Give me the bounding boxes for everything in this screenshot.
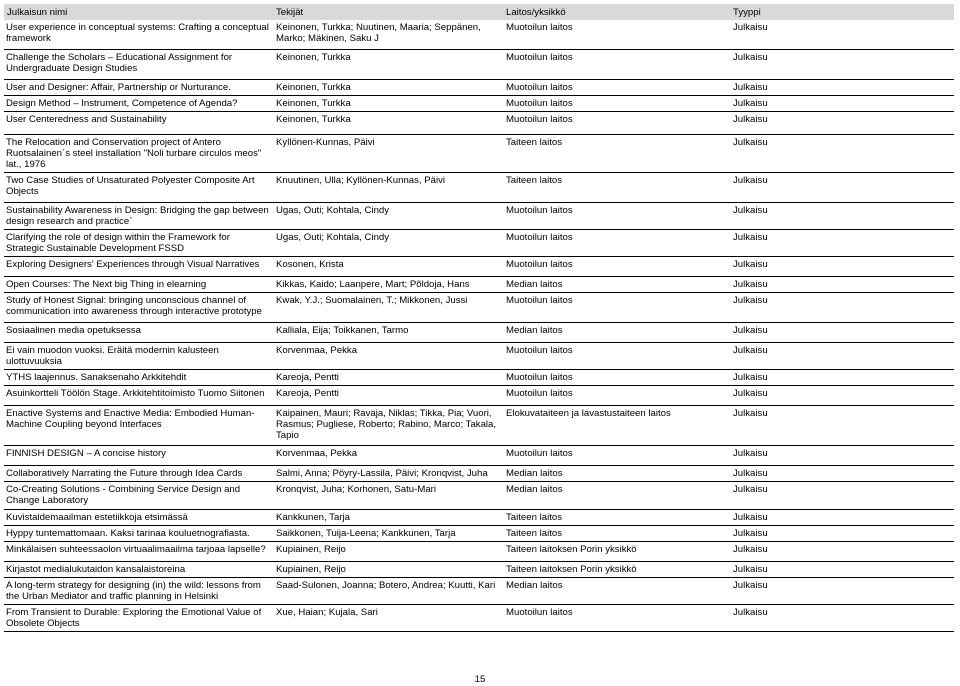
cell-type: Julkaisu bbox=[730, 385, 954, 405]
cell-authors: Kosonen, Krista bbox=[273, 256, 503, 276]
cell-department: Muotoilun laitos bbox=[503, 445, 730, 465]
cell-department: Muotoilun laitos bbox=[503, 369, 730, 385]
table-row bbox=[4, 292, 954, 322]
cell-type: Julkaisu bbox=[730, 525, 954, 541]
cell-type: Julkaisu bbox=[730, 229, 954, 256]
cell-authors: Xue, Haian; Kujala, Sari bbox=[273, 604, 503, 631]
cell-authors: Kronqvist, Juha; Korhonen, Satu-Mari bbox=[273, 481, 503, 509]
table-row bbox=[4, 342, 954, 369]
cell-type: Julkaisu bbox=[730, 322, 954, 342]
cell-title: Minkälaisen suhteessaolon virtuaalimaailma tarjoaa lapselle? bbox=[4, 541, 273, 561]
table-header-row bbox=[4, 4, 954, 20]
header-title: Julkaisun nimi bbox=[4, 4, 273, 20]
cell-type: Julkaisu bbox=[730, 111, 954, 134]
cell-department: Taiteen laitos bbox=[503, 134, 730, 172]
cell-type: Julkaisu bbox=[730, 604, 954, 631]
cell-type: Julkaisu bbox=[730, 481, 954, 509]
cell-department: Muotoilun laitos bbox=[503, 342, 730, 369]
cell-department: Taiteen laitos bbox=[503, 172, 730, 202]
publications-table bbox=[4, 4, 954, 632]
cell-type: Julkaisu bbox=[730, 342, 954, 369]
cell-title: User and Designer: Affair, Partnership or Nurturance. bbox=[4, 79, 273, 95]
cell-department: Muotoilun laitos bbox=[503, 20, 730, 49]
table-row bbox=[4, 561, 954, 577]
cell-type: Julkaisu bbox=[730, 445, 954, 465]
cell-authors: Kwak, Y.J.; Suomalainen, T.; Mikkonen, Jussi bbox=[273, 292, 503, 322]
cell-authors: Kareoja, Pentti bbox=[273, 369, 503, 385]
cell-department: Taiteen laitos bbox=[503, 509, 730, 525]
cell-authors: Keinonen, Turkka bbox=[273, 79, 503, 95]
cell-title: Sosiaalinen media opetuksessa bbox=[4, 322, 273, 342]
cell-title: Clarifying the role of design within the Framework for Strategic Sustainable Development FSSD bbox=[4, 229, 273, 256]
cell-department: Median laitos bbox=[503, 465, 730, 481]
cell-title: Co-Creating Solutions - Combining Service Design and Change Laboratory bbox=[4, 481, 273, 509]
cell-title: From Transient to Durable: Exploring the Emotional Value of Obsolete Objects bbox=[4, 604, 273, 631]
cell-title: The Relocation and Conservation project of Antero Ruotsalainen´s steel installation "Noli turbare circulos meos" lat., 1976 bbox=[4, 134, 273, 172]
cell-type: Julkaisu bbox=[730, 561, 954, 577]
cell-department: Muotoilun laitos bbox=[503, 95, 730, 111]
cell-department: Median laitos bbox=[503, 276, 730, 292]
table-row bbox=[4, 172, 954, 202]
cell-title: Study of Honest Signal: bringing unconscious channel of communication into awareness through interactive prototype bbox=[4, 292, 273, 322]
cell-type: Julkaisu bbox=[730, 202, 954, 229]
cell-authors: Kalliala, Eija; Toikkanen, Tarmo bbox=[273, 322, 503, 342]
cell-type: Julkaisu bbox=[730, 276, 954, 292]
cell-title: Challenge the Scholars – Educational Assignment for Undergraduate Design Studies bbox=[4, 49, 273, 79]
cell-title: YTHS laajennus. Sanaksenaho Arkkitehdit bbox=[4, 369, 273, 385]
table-row bbox=[4, 465, 954, 481]
cell-type: Julkaisu bbox=[730, 541, 954, 561]
cell-title: Enactive Systems and Enactive Media: Embodied Human-Machine Coupling beyond Interfaces bbox=[4, 405, 273, 445]
cell-authors: Ugas, Outi; Kohtala, Cindy bbox=[273, 229, 503, 256]
header-authors: Tekijät bbox=[273, 4, 503, 20]
cell-type: Julkaisu bbox=[730, 172, 954, 202]
cell-type: Julkaisu bbox=[730, 95, 954, 111]
table-row bbox=[4, 369, 954, 385]
table-row bbox=[4, 525, 954, 541]
cell-title: Exploring Designers' Experiences through Visual Narratives bbox=[4, 256, 273, 276]
table-row bbox=[4, 481, 954, 509]
cell-type: Julkaisu bbox=[730, 369, 954, 385]
cell-department: Median laitos bbox=[503, 481, 730, 509]
cell-authors: Saad-Sulonen, Joanna; Botero, Andrea; Kuutti, Kari bbox=[273, 577, 503, 604]
cell-title: A long-term strategy for designing (in) the wild: lessons from the Urban Mediator and traffic planning in Helsinki bbox=[4, 577, 273, 604]
cell-department: Muotoilun laitos bbox=[503, 292, 730, 322]
cell-authors: Keinonen, Turkka bbox=[273, 111, 503, 134]
cell-type: Julkaisu bbox=[730, 465, 954, 481]
cell-type: Julkaisu bbox=[730, 79, 954, 95]
table-row bbox=[4, 202, 954, 229]
cell-department: Muotoilun laitos bbox=[503, 385, 730, 405]
cell-authors: Kareoja, Pentti bbox=[273, 385, 503, 405]
table-row bbox=[4, 385, 954, 405]
cell-title: Hyppy tuntemattomaan. Kaksi tarinaa kouluetnografiasta. bbox=[4, 525, 273, 541]
cell-title: Design Method – Instrument, Competence of Agenda? bbox=[4, 95, 273, 111]
cell-title: Asuinkortteli Töölön Stage. Arkkitehtitoimisto Tuomo Siitonen bbox=[4, 385, 273, 405]
table-row bbox=[4, 276, 954, 292]
table-row bbox=[4, 577, 954, 604]
cell-authors: Salmi, Anna; Pöyry-Lassila, Päivi; Kronqvist, Juha bbox=[273, 465, 503, 481]
cell-type: Julkaisu bbox=[730, 134, 954, 172]
table-row bbox=[4, 95, 954, 111]
table-body bbox=[4, 20, 954, 631]
cell-authors: Kupiainen, Reijo bbox=[273, 541, 503, 561]
cell-title: Two Case Studies of Unsaturated Polyester Composite Art Objects bbox=[4, 172, 273, 202]
cell-authors: Keinonen, Turkka; Nuutinen, Maaria; Seppänen, Marko; Mäkinen, Saku J bbox=[273, 20, 503, 49]
table-row bbox=[4, 49, 954, 79]
cell-title: User Centeredness and Sustainability bbox=[4, 111, 273, 134]
cell-authors: Kankkunen, Tarja bbox=[273, 509, 503, 525]
table-row bbox=[4, 604, 954, 631]
cell-authors: Kupiainen, Reijo bbox=[273, 561, 503, 577]
cell-department: Taiteen laitoksen Porin yksikkö bbox=[503, 561, 730, 577]
cell-department: Muotoilun laitos bbox=[503, 256, 730, 276]
table-row bbox=[4, 256, 954, 276]
cell-department: Muotoilun laitos bbox=[503, 79, 730, 95]
cell-title: Open Courses: The Next big Thing in elearning bbox=[4, 276, 273, 292]
cell-title: Kirjastot medialukutaidon kansalaistoreina bbox=[4, 561, 273, 577]
cell-department: Elokuvataiteen ja lavastustaiteen laitos bbox=[503, 405, 730, 445]
cell-authors: Korvenmaa, Pekka bbox=[273, 342, 503, 369]
cell-authors: Knuutinen, Ulla; Kyllönen-Kunnas, Päivi bbox=[273, 172, 503, 202]
cell-type: Julkaisu bbox=[730, 49, 954, 79]
cell-type: Julkaisu bbox=[730, 256, 954, 276]
cell-type: Julkaisu bbox=[730, 577, 954, 604]
cell-department: Taiteen laitos bbox=[503, 525, 730, 541]
header-type: Tyyppi bbox=[730, 4, 954, 20]
cell-type: Julkaisu bbox=[730, 20, 954, 49]
table-row bbox=[4, 79, 954, 95]
table-row bbox=[4, 20, 954, 49]
cell-type: Julkaisu bbox=[730, 509, 954, 525]
cell-title: Kuvistaidemaailman estetiikkoja etsimässä bbox=[4, 509, 273, 525]
table-row bbox=[4, 445, 954, 465]
table-row bbox=[4, 322, 954, 342]
cell-authors: Ugas, Outi; Kohtala, Cindy bbox=[273, 202, 503, 229]
table-row bbox=[4, 405, 954, 445]
cell-department: Muotoilun laitos bbox=[503, 111, 730, 134]
cell-title: Collaboratively Narrating the Future through Idea Cards bbox=[4, 465, 273, 481]
cell-authors: Keinonen, Turkka bbox=[273, 49, 503, 79]
table-row bbox=[4, 134, 954, 172]
cell-authors: Kyllönen-Kunnas, Päivi bbox=[273, 134, 503, 172]
cell-authors: Kikkas, Kaido; Laanpere, Mart; Põldoja, Hans bbox=[273, 276, 503, 292]
table-row bbox=[4, 111, 954, 134]
cell-title: User experience in conceptual systems: Crafting a conceptual framework bbox=[4, 20, 273, 49]
cell-title: FINNISH DESIGN – A concise history bbox=[4, 445, 273, 465]
cell-type: Julkaisu bbox=[730, 292, 954, 322]
cell-type: Julkaisu bbox=[730, 405, 954, 445]
table-row bbox=[4, 509, 954, 525]
cell-authors: Saikkonen, Tuija-Leena; Kankkunen, Tarja bbox=[273, 525, 503, 541]
header-department: Laitos/yksikkö bbox=[503, 4, 730, 20]
cell-authors: Kaipainen, Mauri; Ravaja, Niklas; Tikka, Pia; Vuori, Rasmus; Pugliese, Roberto; Rabino, Marco; Takala, Tapio bbox=[273, 405, 503, 445]
cell-title: Ei vain muodon vuoksi. Eräitä modernin kalusteen ulottuvuuksia bbox=[4, 342, 273, 369]
cell-department: Median laitos bbox=[503, 322, 730, 342]
cell-department: Median laitos bbox=[503, 577, 730, 604]
cell-department: Taiteen laitoksen Porin yksikkö bbox=[503, 541, 730, 561]
cell-title: Sustainability Awareness in Design: Bridging the gap between design research and practice` bbox=[4, 202, 273, 229]
cell-department: Muotoilun laitos bbox=[503, 604, 730, 631]
cell-department: Muotoilun laitos bbox=[503, 229, 730, 256]
table-row bbox=[4, 229, 954, 256]
cell-department: Muotoilun laitos bbox=[503, 49, 730, 79]
table-row bbox=[4, 541, 954, 561]
page-number: 15 bbox=[474, 674, 486, 685]
cell-authors: Keinonen, Turkka bbox=[273, 95, 503, 111]
cell-department: Muotoilun laitos bbox=[503, 202, 730, 229]
cell-authors: Korvenmaa, Pekka bbox=[273, 445, 503, 465]
